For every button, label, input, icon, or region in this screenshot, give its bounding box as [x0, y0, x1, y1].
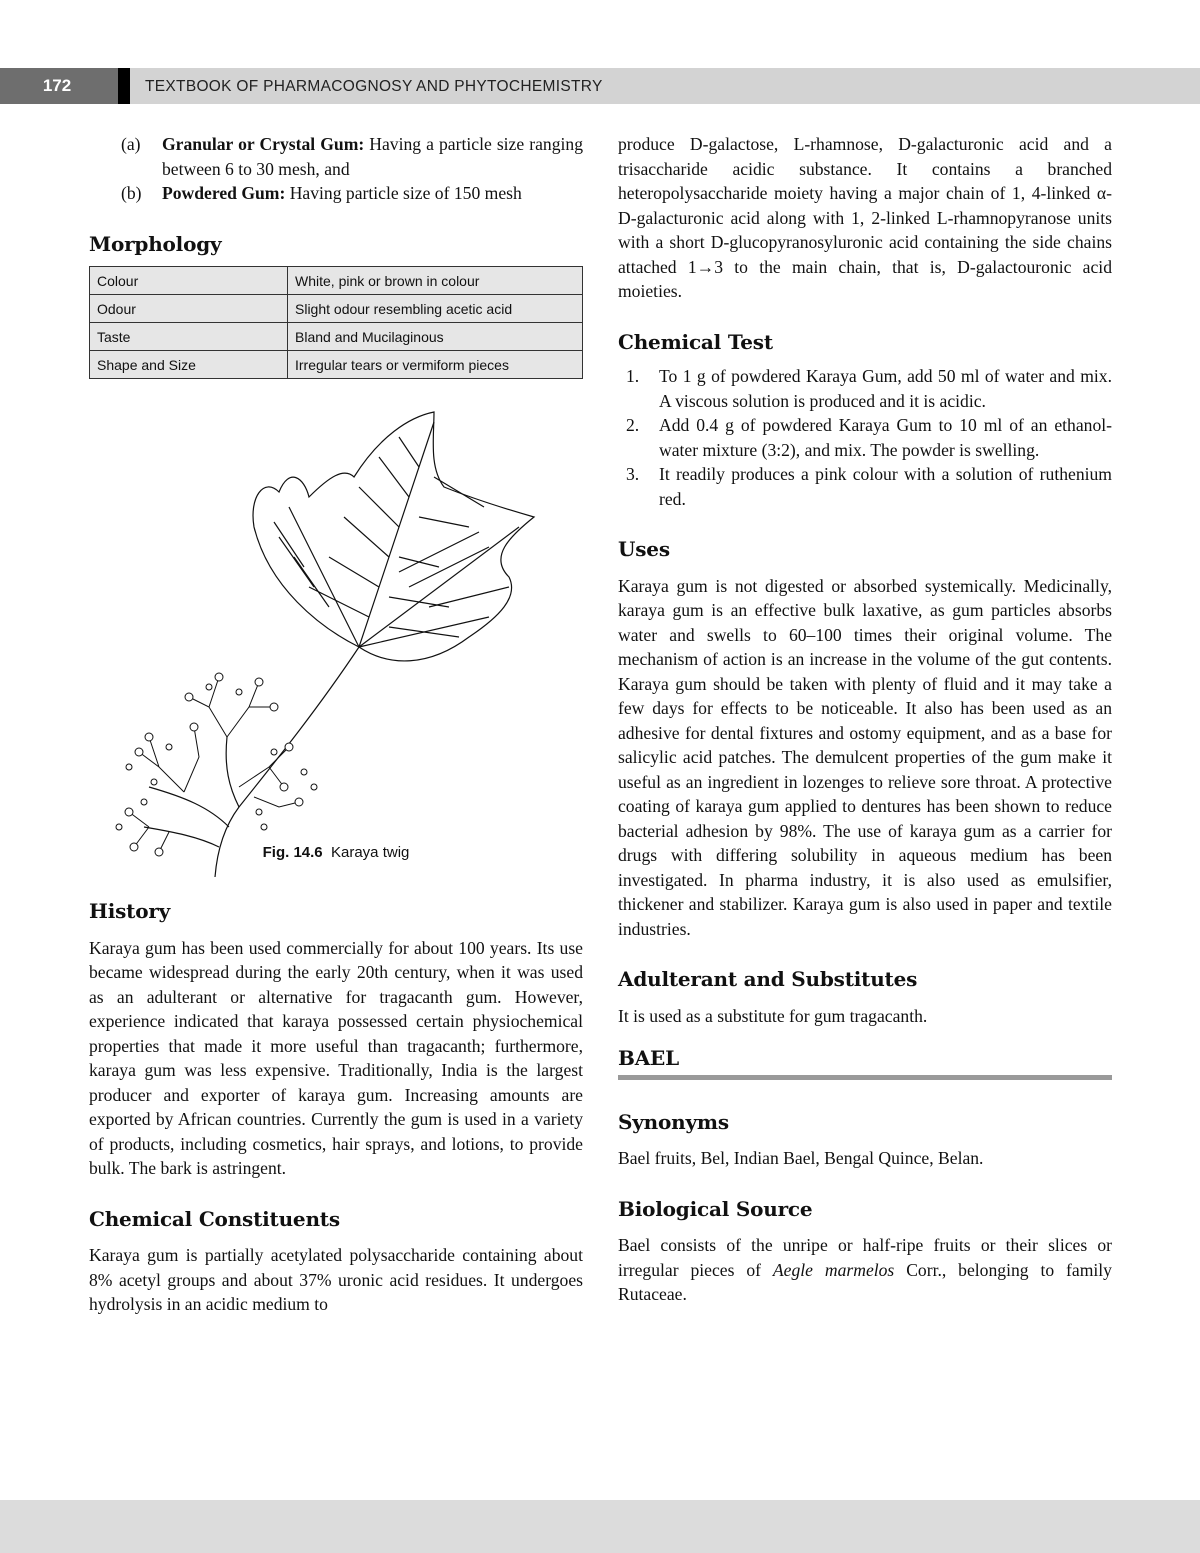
constituents-heading: Chemical Constituents	[89, 1206, 340, 1231]
synonyms-heading: Synonyms	[618, 1109, 729, 1134]
page-number-tab	[118, 68, 130, 104]
list-item-term: Powdered Gum:	[162, 183, 286, 203]
list-item-text: Add 0.4 g of powdered Karaya Gum to 10 ml of an ethanol-water mixture (3:2), and mix. The powder is swelling.	[659, 415, 1112, 460]
figure-label: Fig. 14.6	[262, 844, 323, 861]
list-item-label: 3.	[626, 464, 640, 484]
biological-source-text	[618, 1233, 1112, 1307]
history-heading: History	[89, 899, 171, 923]
table-key: Shape and Size	[90, 351, 288, 379]
list-item-label: (b)	[121, 183, 142, 203]
table-value: White, pink or brown in colour	[288, 267, 583, 295]
morphology-table	[89, 266, 583, 379]
list-item-label: 1.	[626, 366, 640, 386]
adulterant-text: It is used as a substitute for gum tragacanth.	[618, 1005, 928, 1026]
running-title: TEXTBOOK OF PHARMACOGNOSY AND PHYTOCHEMISTRY	[145, 78, 603, 95]
table-key: Colour	[90, 267, 288, 295]
table-row	[90, 351, 583, 379]
list-item-term: Granular or Crystal Gum:	[162, 134, 365, 154]
constituents-text: Karaya gum is partially acetylated polysaccharide containing about 8% acetyl groups and about 37% uronic acid residues. It undergoes hydrolysis in an acidic medium to	[89, 1245, 583, 1314]
uses-text: Karaya gum is not digested or absorbed systemically. Medicinally, karaya gum is an effective bulk laxative, as gum particles absorbs water and swells to 60–100 times their original volume. The mechanism of action is an increase in the volume of the gut contents. Karaya gum should be taken with plenty of fluid and it may take a few days for effects to be noticeable. It also has been used as an adhesive for dental fixtures and ostomy equipment, and as a base for salicylic acid patches. The demulcent properties of the gum make it useful as an ingredient in lozenges to relieve sore throat. A protective coating of karaya gum applied to dentures has been shown to reduce bacterial adhesion by 98%. The use of karaya gum as a carrier for drugs with differing solubility in aqueous medium has been investigated. In pharma industry, it is also used as emulsifier, thickener and stabilizer. Karaya gum is also used in paper and textile industries.	[618, 575, 1112, 939]
figure-area	[89, 379, 583, 881]
list-item	[89, 181, 583, 206]
page-number: 172	[0, 68, 118, 104]
figure-caption	[89, 841, 583, 866]
synonyms-text: Bael fruits, Bel, Indian Bael, Bengal Quince, Belan.	[618, 1148, 984, 1168]
table-value: Slight odour resembling acetic acid	[288, 295, 583, 323]
table-value: Bland and Mucilaginous	[288, 323, 583, 351]
list-item	[89, 132, 583, 181]
bael-heading: BAEL	[618, 1046, 679, 1070]
right-column	[618, 132, 1112, 1307]
list-item	[618, 413, 1112, 462]
table-row	[90, 295, 583, 323]
list-item	[618, 462, 1112, 511]
history-text: Karaya gum has been used commercially for about 100 years. Its use became widespread during the early 20th century, when it was used as an adulterant or alternative for tragacanth gum. However, experience indicated that karaya possessed certain physiochemical properties that made it more useful than tragacanth; furthermore, karaya gum was less expensive. Traditionally, India is the largest producer and exporter of karaya gum. Increasing amounts are exported by African countries. Currently the gum is used in a variety of products, including cosmetics, hair sprays, and lotions, to provide bulk. The bark is astringent.	[89, 937, 583, 1178]
table-key: Taste	[90, 323, 288, 351]
biological-source-text-2: Corr., belonging to family Rutaceae.	[618, 1259, 1112, 1304]
gum-grades-list	[89, 132, 583, 206]
biological-source-text-1: Bael consists of the unripe or half-ripe fruits or their slices or irregular pieces of	[618, 1235, 1112, 1280]
uses-heading: Uses	[618, 537, 670, 561]
constituents-continued-text: produce D-galactose, L-rhamnose, D-galacturonic acid and a trisaccharide acidic substance. It contains a branched heteropolysaccharide moiety having a major chain of 1, 4-linked α- D-galacturonic acid along with 1, 2-linked L-rhamnopyranose units with a short D-glucopyranosyluronic acid containing the side chains attached 1→3 to the main chain, that is, D-galactouronic acid moieties.	[618, 134, 1112, 301]
list-item-label: 2.	[626, 415, 640, 435]
biological-source-heading: Biological Source	[618, 1196, 813, 1221]
footer-bar	[0, 1500, 1200, 1553]
species-name: Aegle marmelos	[772, 1259, 895, 1280]
table-key: Odour	[90, 295, 288, 323]
bael-rule	[618, 1075, 1112, 1080]
chemical-test-heading: Chemical Test	[618, 329, 773, 354]
figure-caption-text: Karaya twig	[331, 844, 410, 861]
list-item-text: To 1 g of powdered Karaya Gum, add 50 ml of water and mix. A viscous solution is produced and it is acidic.	[659, 366, 1112, 411]
table-row	[90, 267, 583, 295]
list-item	[618, 364, 1112, 413]
adulterant-heading: Adulterant and Substitutes	[618, 967, 918, 991]
chemical-test-list	[618, 364, 1112, 511]
list-item-text: It readily produces a pink colour with a solution of ruthenium red.	[659, 464, 1112, 509]
karaya-twig-illustration	[89, 407, 583, 877]
left-column	[89, 132, 583, 1317]
table-row	[90, 323, 583, 351]
morphology-heading: Morphology	[89, 231, 222, 256]
list-item-label: (a)	[121, 134, 141, 154]
list-item-text: Having a particle size ranging between 6 to 30 mesh, and	[162, 134, 583, 179]
table-value: Irregular tears or vermiform pieces	[288, 351, 583, 379]
list-item-text: Having particle size of 150 mesh	[285, 183, 522, 203]
